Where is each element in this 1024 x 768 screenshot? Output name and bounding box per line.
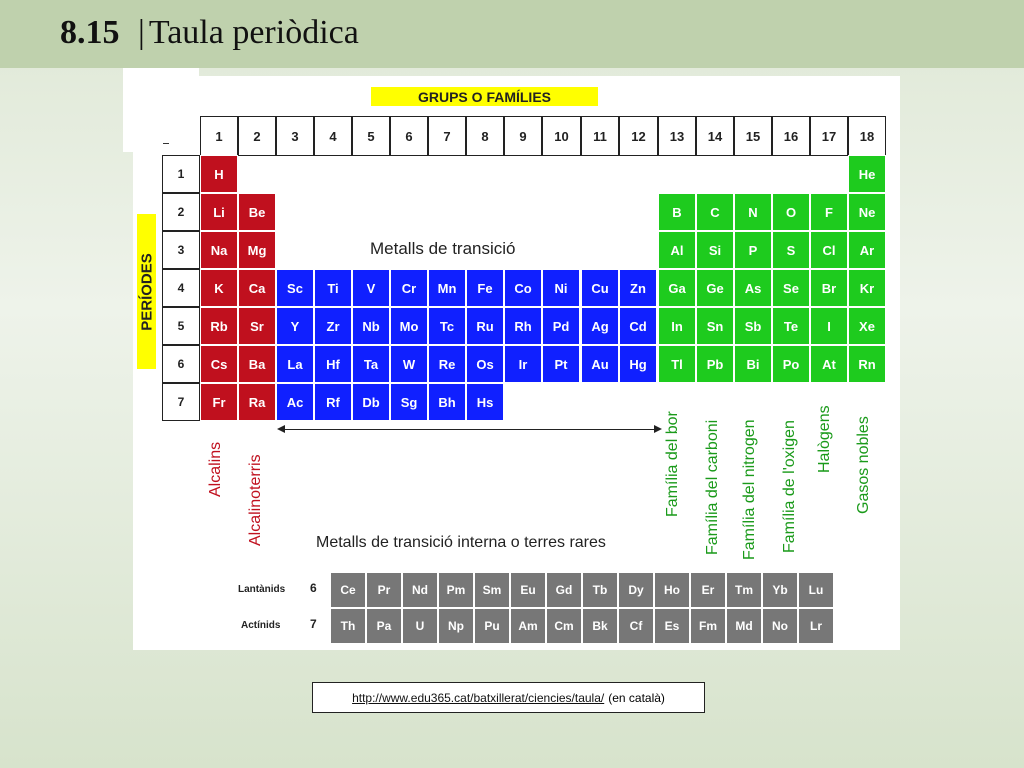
element-cell: Rh: [504, 307, 542, 345]
element-cell: Pt: [542, 345, 580, 383]
element-cell: O: [772, 193, 810, 231]
element-cell: As: [734, 269, 772, 307]
element-cell: V: [352, 269, 390, 307]
element-cell: Rf: [314, 383, 352, 421]
element-cell: Pb: [696, 345, 734, 383]
element-cell: Bi: [734, 345, 772, 383]
actinides-label: Actínids: [241, 620, 281, 631]
element-cell: Ru: [466, 307, 504, 345]
element-cell: Dy: [618, 572, 654, 608]
element-cell: Zn: [619, 269, 657, 307]
arrow-right-icon: [654, 425, 662, 433]
transition-arrow-line: [284, 429, 654, 430]
element-cell: Si: [696, 231, 734, 269]
element-cell: Mn: [428, 269, 466, 307]
element-cell: Nd: [402, 572, 438, 608]
element-cell: La: [276, 345, 314, 383]
element-cell: Er: [690, 572, 726, 608]
panel-notch: [123, 68, 199, 152]
element-cell: Th: [330, 608, 366, 644]
element-cell: Y: [276, 307, 314, 345]
element-cell: Sn: [696, 307, 734, 345]
element-cell: Re: [428, 345, 466, 383]
element-cell: At: [810, 345, 848, 383]
groups-label: GRUPS O FAMÍLIES: [371, 87, 598, 106]
title-bar: [0, 0, 1024, 68]
slide-title-text: Taula periòdica: [148, 14, 359, 51]
group-number: 3: [276, 116, 314, 156]
element-cell: B: [658, 193, 696, 231]
label-alkaline-earth: Alcalinoterris: [247, 454, 264, 546]
label-halogens: Halògens: [816, 405, 833, 473]
element-cell: Ge: [696, 269, 734, 307]
element-cell: Hg: [619, 345, 657, 383]
element-cell: Sm: [474, 572, 510, 608]
element-cell: Bk: [582, 608, 618, 644]
element-cell: Ac: [276, 383, 314, 421]
element-cell: K: [200, 269, 238, 307]
group-number: 14: [696, 116, 734, 156]
element-cell: Pd: [542, 307, 580, 345]
element-cell: Bh: [428, 383, 466, 421]
element-cell: Ir: [504, 345, 542, 383]
group-number: 12: [619, 116, 658, 156]
element-cell: Cm: [546, 608, 582, 644]
group-number: 16: [772, 116, 810, 156]
element-cell: Na: [200, 231, 238, 269]
element-cell: Cu: [581, 269, 619, 307]
element-cell: Br: [810, 269, 848, 307]
label-nitrogen-family: Família del nitrogen: [741, 419, 758, 560]
element-cell: Hs: [466, 383, 504, 421]
arrow-left-icon: [277, 425, 285, 433]
label-alkali: Alcalins: [207, 441, 224, 497]
element-cell: Nb: [352, 307, 390, 345]
element-cell: Sb: [734, 307, 772, 345]
element-cell: Ca: [238, 269, 276, 307]
group-number: 11: [581, 116, 619, 156]
label-oxygen-family: Família de l'oxigen: [781, 420, 798, 553]
element-cell: Tm: [726, 572, 762, 608]
slide-number: 8.15: [60, 14, 120, 51]
group-number: 4: [314, 116, 352, 156]
element-cell: Tc: [428, 307, 466, 345]
group-number: 8: [466, 116, 504, 156]
element-cell: Tl: [658, 345, 696, 383]
label-boron-family: Família del bor: [664, 411, 681, 517]
element-cell: Cf: [618, 608, 654, 644]
element-cell: Mg: [238, 231, 276, 269]
element-cell: Ar: [848, 231, 886, 269]
element-cell: Es: [654, 608, 690, 644]
group-number: 9: [504, 116, 542, 156]
element-cell: Te: [772, 307, 810, 345]
element-cell: Cr: [390, 269, 428, 307]
period-number: 4: [162, 269, 200, 307]
inner-transition-label: Metalls de transició interna o terres rares: [316, 534, 606, 551]
group-number: 7: [428, 116, 466, 156]
element-cell: Co: [504, 269, 542, 307]
group-number: 2: [238, 116, 276, 156]
element-cell: Ga: [658, 269, 696, 307]
period-number: 7: [162, 383, 200, 421]
element-cell: Md: [726, 608, 762, 644]
transition-metals-label: Metalls de transició: [370, 239, 516, 258]
source-box: [312, 682, 705, 713]
group-number: 15: [734, 116, 772, 156]
element-cell: Ni: [542, 269, 580, 307]
element-cell: Pu: [474, 608, 510, 644]
group-number: 17: [810, 116, 848, 156]
label-noble-gases: Gasos nobles: [855, 416, 872, 514]
element-cell: Am: [510, 608, 546, 644]
period-number: 5: [162, 307, 200, 345]
element-cell: Cd: [619, 307, 657, 345]
element-cell: H: [200, 155, 238, 193]
element-cell: Sc: [276, 269, 314, 307]
group-number: 1: [200, 116, 238, 156]
group-number: 6: [390, 116, 428, 156]
period-number: 6: [162, 345, 200, 383]
actinides-period: 7: [310, 617, 317, 631]
element-cell: Ti: [314, 269, 352, 307]
title-separator: |: [138, 14, 145, 51]
element-cell: N: [734, 193, 772, 231]
element-cell: P: [734, 231, 772, 269]
element-cell: Li: [200, 193, 238, 231]
element-cell: Sg: [390, 383, 428, 421]
element-cell: No: [762, 608, 798, 644]
element-cell: Lu: [798, 572, 834, 608]
group-number: 5: [352, 116, 390, 156]
element-cell: Sr: [238, 307, 276, 345]
element-cell: Pr: [366, 572, 402, 608]
element-cell: Fr: [200, 383, 238, 421]
label-carbon-family: Família del carboni: [704, 419, 721, 555]
element-cell: S: [772, 231, 810, 269]
periods-label: [137, 214, 156, 369]
element-cell: Kr: [848, 269, 886, 307]
element-cell: Be: [238, 193, 276, 231]
element-cell: Xe: [848, 307, 886, 345]
element-cell: Hf: [314, 345, 352, 383]
element-cell: Np: [438, 608, 474, 644]
periods-label-text: PERÍODES: [138, 252, 155, 331]
element-cell: Gd: [546, 572, 582, 608]
element-cell: Rb: [200, 307, 238, 345]
element-cell: Pa: [366, 608, 402, 644]
element-cell: Pm: [438, 572, 474, 608]
element-cell: Cs: [200, 345, 238, 383]
element-cell: Cl: [810, 231, 848, 269]
source-link[interactable]: http://www.edu365.cat/batxillerat/ciencies/taula/: [352, 690, 605, 705]
element-cell: Fm: [690, 608, 726, 644]
element-cell: Ne: [848, 193, 886, 231]
element-cell: W: [390, 345, 428, 383]
lanthanides-period: 6: [310, 581, 317, 595]
element-cell: Lr: [798, 608, 834, 644]
element-cell: Ta: [352, 345, 390, 383]
element-cell: Po: [772, 345, 810, 383]
group-number: 18: [848, 116, 886, 156]
period-number: 2: [162, 193, 200, 231]
element-cell: Ba: [238, 345, 276, 383]
group-number: 13: [658, 116, 696, 156]
element-cell: C: [696, 193, 734, 231]
element-cell: U: [402, 608, 438, 644]
element-cell: Ce: [330, 572, 366, 608]
period-number: 3: [162, 231, 200, 269]
element-cell: Fe: [466, 269, 504, 307]
element-cell: Yb: [762, 572, 798, 608]
element-cell: Ho: [654, 572, 690, 608]
element-cell: Ag: [581, 307, 619, 345]
element-cell: Rn: [848, 345, 886, 383]
slide-title: [60, 14, 359, 52]
element-cell: Db: [352, 383, 390, 421]
element-cell: Ra: [238, 383, 276, 421]
element-cell: Eu: [510, 572, 546, 608]
group-number: 10: [542, 116, 581, 156]
element-cell: In: [658, 307, 696, 345]
source-note: (en català): [608, 690, 665, 705]
element-cell: Au: [581, 345, 619, 383]
element-cell: F: [810, 193, 848, 231]
period-number: 1: [162, 155, 200, 193]
element-cell: Zr: [314, 307, 352, 345]
element-cell: Se: [772, 269, 810, 307]
element-cell: I: [810, 307, 848, 345]
element-cell: Os: [466, 345, 504, 383]
element-cell: Al: [658, 231, 696, 269]
lanthanides-label: Lantànids: [238, 584, 286, 595]
element-cell: He: [848, 155, 886, 193]
element-cell: Mo: [390, 307, 428, 345]
element-cell: Tb: [582, 572, 618, 608]
